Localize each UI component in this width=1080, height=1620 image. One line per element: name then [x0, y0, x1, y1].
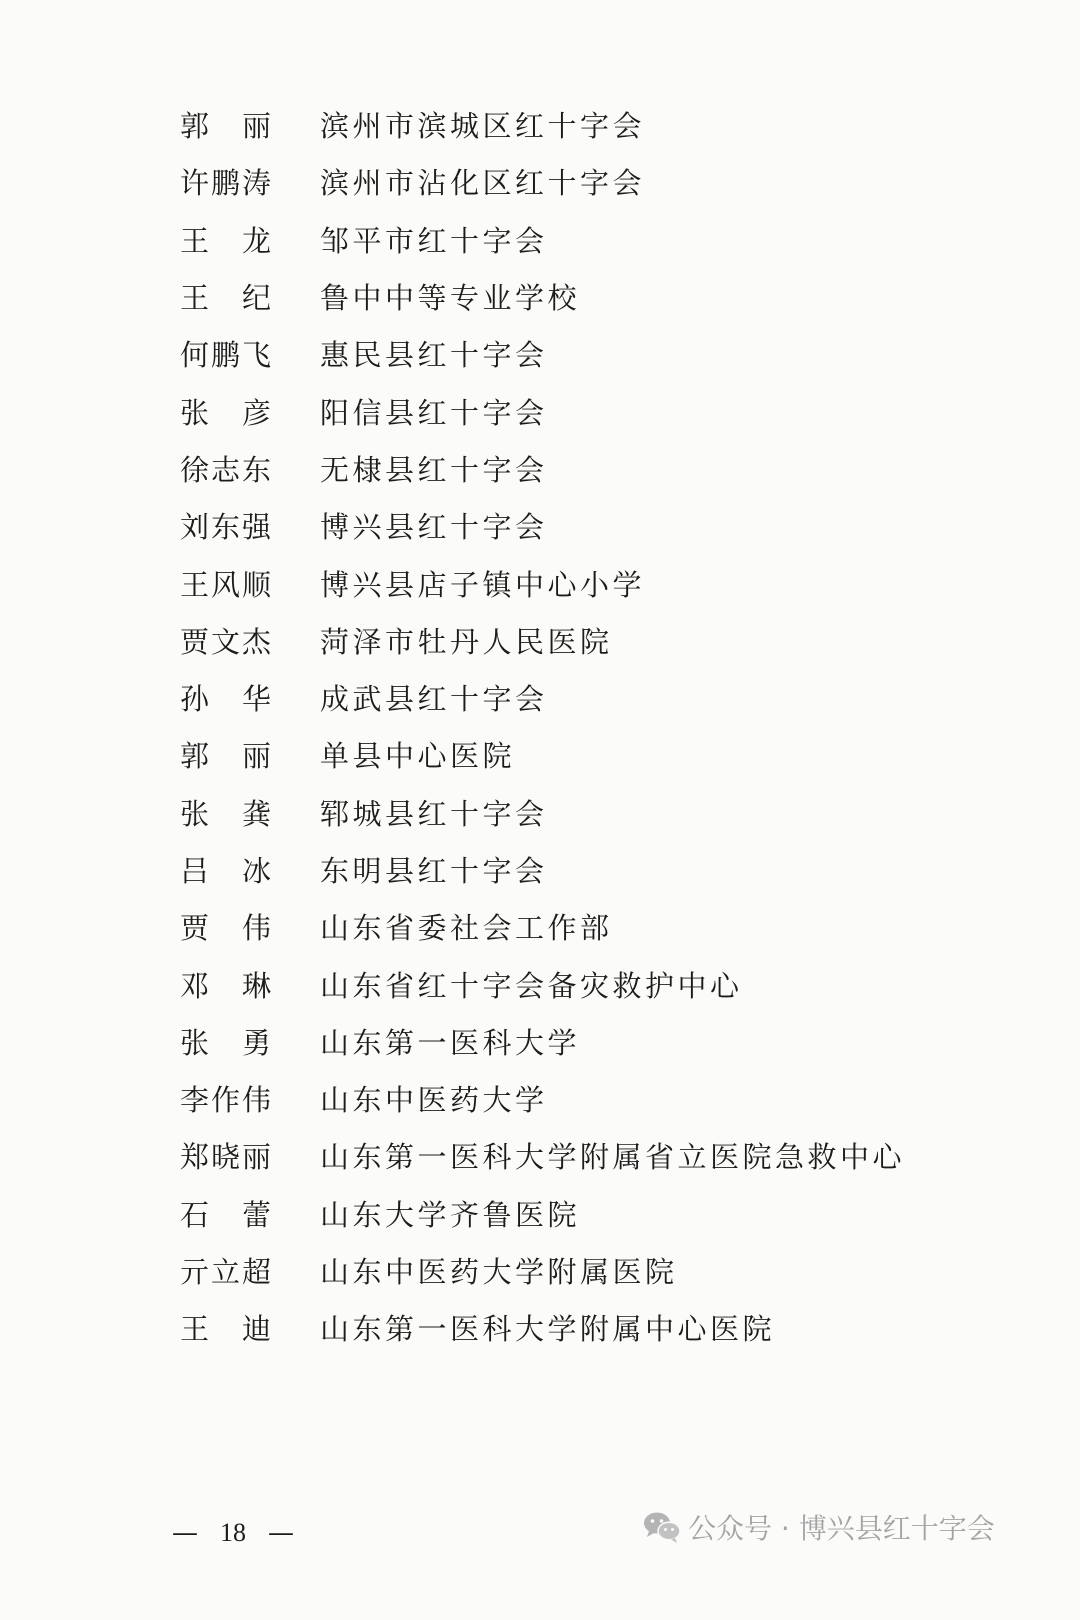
- list-item: [180, 784, 1040, 841]
- person-name: 张彦: [180, 395, 305, 430]
- list-item: [180, 268, 1040, 325]
- person-name: 许鹏涛: [180, 166, 274, 201]
- person-name: 郭丽: [180, 109, 305, 144]
- page-footer: [172, 1518, 294, 1548]
- organization-name: 成武县红十字会: [320, 682, 548, 717]
- list-item: [180, 497, 1040, 554]
- organization-name: 滨州市滨城区红十字会: [320, 109, 646, 144]
- list-item: [180, 726, 1040, 783]
- organization-name: 山东省红十字会备灾救护中心: [320, 968, 743, 1003]
- person-name: 石蕾: [180, 1197, 305, 1232]
- organization-name: 东明县红十字会: [320, 854, 548, 888]
- list-item: [180, 1299, 1040, 1356]
- person-name: 郭丽: [180, 739, 305, 774]
- watermark: [642, 1505, 995, 1549]
- person-name: 李作伟: [180, 1083, 274, 1118]
- organization-name: 惠民县红十字会: [320, 338, 548, 373]
- person-name: 郑晓丽: [180, 1140, 274, 1175]
- list-item: [180, 898, 1040, 955]
- person-name: 王纪: [180, 281, 305, 316]
- list-item: [180, 382, 1040, 439]
- person-name: 邓琳: [180, 968, 305, 1003]
- organization-name: 山东第一医科大学: [320, 1025, 581, 1060]
- list-item: [180, 554, 1040, 611]
- organization-name: 滨州市沾化区红十字会: [320, 166, 646, 201]
- footer-dash-right: —: [268, 1518, 294, 1548]
- organization-name: 山东第一医科大学附属中心医院: [320, 1312, 776, 1347]
- list-item: [180, 1070, 1040, 1127]
- organization-name: 山东中医药大学附属医院: [320, 1255, 678, 1290]
- organization-name: 鲁中中等专业学校: [320, 281, 581, 316]
- person-name: 贾文杰: [180, 624, 274, 659]
- organization-name: 博兴县店子镇中心小学: [320, 567, 646, 602]
- footer-dash-left: —: [172, 1518, 198, 1548]
- organization-name: 单县中心医院: [320, 739, 516, 774]
- list-item: [180, 669, 1040, 726]
- wechat-icon: [642, 1510, 682, 1544]
- list-item: [180, 440, 1040, 497]
- person-name: 王迪: [180, 1312, 305, 1347]
- person-name: 王龙: [180, 223, 305, 258]
- list-item: [180, 1242, 1040, 1299]
- organization-name: 山东省委社会工作部: [320, 911, 613, 946]
- person-name: 王风顺: [180, 567, 274, 602]
- person-name: 徐志东: [180, 452, 274, 487]
- person-name: 张勇: [180, 1025, 305, 1060]
- list-item: [180, 325, 1040, 382]
- list-item: [180, 1013, 1040, 1070]
- list-item: [180, 955, 1040, 1012]
- watermark-text: 公众号 · 博兴县红十字会: [688, 1512, 995, 1545]
- organization-name: 菏泽市牡丹人民医院: [320, 624, 613, 659]
- person-name: 刘东强: [180, 510, 274, 545]
- person-name: 孙华: [180, 682, 305, 717]
- organization-name: 山东大学齐鲁医院: [320, 1197, 581, 1232]
- organization-name: 博兴县红十字会: [320, 510, 548, 545]
- organization-name: 郓城县红十字会: [320, 796, 548, 831]
- name-list: [180, 96, 1040, 1357]
- person-name: 何鹏飞: [180, 338, 274, 373]
- list-item: [180, 153, 1040, 210]
- person-name: 张龚: [180, 796, 305, 831]
- organization-name: 无棣县红十字会: [320, 452, 548, 487]
- organization-name: 阳信县红十字会: [320, 395, 548, 430]
- list-item: [180, 612, 1040, 669]
- list-item: [180, 841, 1040, 898]
- organization-name: 山东中医药大学: [320, 1083, 548, 1118]
- list-item: [180, 211, 1040, 268]
- person-name: 贾伟: [180, 911, 305, 946]
- list-item: [180, 1127, 1040, 1184]
- organization-name: 邹平市红十字会: [320, 223, 548, 258]
- list-item: [180, 96, 1040, 153]
- list-item: [180, 1185, 1040, 1242]
- page-number: 18: [220, 1518, 246, 1547]
- person-name: 吕冰: [180, 854, 305, 888]
- person-name: 亓立超: [180, 1255, 274, 1290]
- organization-name: 山东第一医科大学附属省立医院急救中心: [320, 1140, 906, 1175]
